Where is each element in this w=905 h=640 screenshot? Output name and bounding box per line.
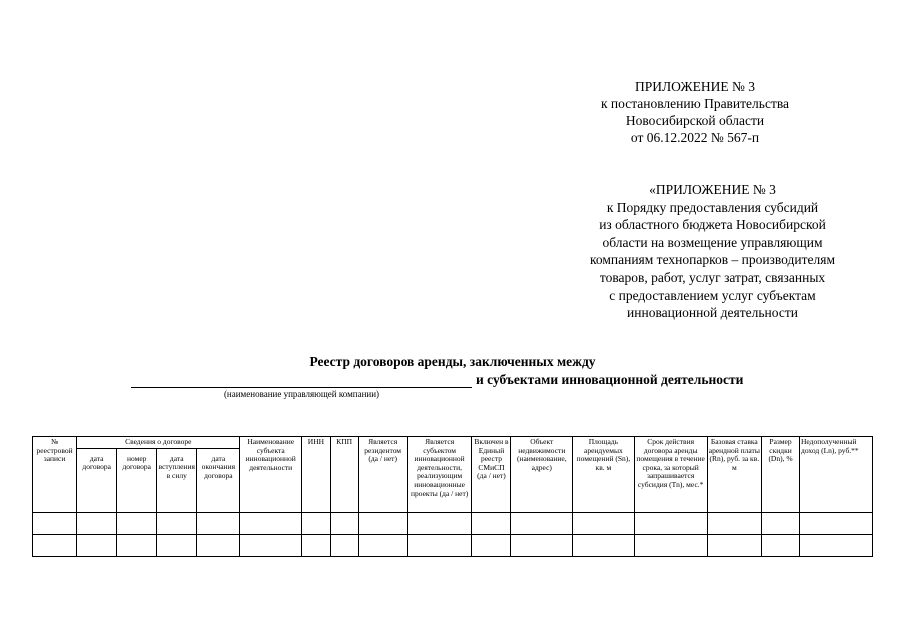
col-group-contract-info: Сведения о договоре	[77, 437, 240, 449]
table-cell[interactable]	[240, 512, 302, 534]
table-cell[interactable]	[762, 512, 800, 534]
appendix-header-line: ПРИЛОЖЕНИЕ № 3	[634, 79, 756, 94]
table-cell[interactable]	[77, 512, 117, 534]
company-name-blank	[131, 374, 472, 388]
table-cell[interactable]	[511, 512, 573, 534]
table-cell[interactable]	[634, 512, 707, 534]
col-is-resident: Является резидентом (да / нет)	[358, 437, 407, 513]
col-leased-area: Площадь арендуемых помещений (Sn), кв. м	[573, 437, 635, 513]
document-title-line2	[131, 372, 743, 388]
table-cell[interactable]	[240, 534, 302, 556]
appendix-quote-line: компаниям технопарков – производителям	[589, 252, 835, 268]
table-cell[interactable]	[117, 512, 157, 534]
col-property-object: Объект недвижимости (наименование, адрес)	[511, 437, 573, 513]
table-cell[interactable]	[800, 534, 873, 556]
appendix-quote	[575, 181, 850, 322]
table-cell[interactable]	[330, 534, 358, 556]
table-row	[33, 512, 873, 534]
col-in-smsp-register: Включен в Единый реестр СМиСП (да / нет)	[472, 437, 511, 513]
table-cell[interactable]	[707, 534, 761, 556]
col-contract-date: дата договора	[77, 448, 117, 512]
table-cell[interactable]	[407, 534, 472, 556]
table-cell[interactable]	[330, 512, 358, 534]
col-effective-date: дата вступления в силу	[157, 448, 197, 512]
col-end-date: дата окончания договора	[197, 448, 240, 512]
appendix-header-line: к постановлению Правительства	[600, 96, 790, 111]
table-cell[interactable]	[33, 534, 77, 556]
table-cell[interactable]	[157, 534, 197, 556]
col-kpp: КПП	[330, 437, 358, 513]
table-cell[interactable]	[707, 512, 761, 534]
table-cell[interactable]	[800, 512, 873, 534]
table-cell[interactable]	[511, 534, 573, 556]
appendix-quote-line: из областного бюджета Новосибирской	[599, 217, 826, 233]
appendix-quote-line: «ПРИЛОЖЕНИЕ № 3	[649, 182, 776, 197]
appendix-quote-line: с предоставлением услуг субъектам	[609, 287, 816, 303]
table-cell[interactable]	[197, 534, 240, 556]
table-cell[interactable]	[472, 512, 511, 534]
document-title-line1: Реестр договоров аренды, заключенных между	[309, 354, 596, 369]
table-cell[interactable]	[302, 534, 331, 556]
table-cell[interactable]	[573, 534, 635, 556]
appendix-quote-line: товаров, работ, услуг затрат, связанных	[599, 269, 826, 285]
table-cell[interactable]	[407, 512, 472, 534]
table-cell[interactable]	[573, 512, 635, 534]
table-cell[interactable]	[358, 512, 407, 534]
table-cell[interactable]	[157, 512, 197, 534]
table-cell[interactable]	[472, 534, 511, 556]
table-cell[interactable]	[117, 534, 157, 556]
col-discount: Размер скидки (Dn), %	[762, 437, 800, 513]
col-is-innovative-subject: Является субъектом инновационной деятельности, реализующим инновационные проекты (да / нет)	[407, 437, 472, 513]
col-contract-number: номер договора	[117, 448, 157, 512]
table-cell[interactable]	[197, 512, 240, 534]
col-registry-number: № реестровой записи	[33, 437, 77, 513]
col-base-rate: Базовая ставка арендной платы (Rn), руб. за кв. м	[707, 437, 761, 513]
col-inn: ИНН	[302, 437, 331, 513]
table-cell[interactable]	[762, 534, 800, 556]
table-cell[interactable]	[302, 512, 331, 534]
document-title-suffix: и субъектами инновационной деятельности	[476, 372, 744, 387]
appendix-header-line: Новосибирской области	[625, 113, 765, 128]
appendix-quote-line: области на возмещение управляющим	[602, 234, 823, 250]
table-cell[interactable]	[77, 534, 117, 556]
table-cell[interactable]	[33, 512, 77, 534]
appendix-header-line: от 06.12.2022 № 567-п	[630, 130, 760, 145]
appendix-quote-line: инновационной деятельности	[627, 305, 798, 321]
col-lease-term: Срок действия договора аренды помещения в течение срока, за который запрашивается субсидия (Tn), мес.*	[634, 437, 707, 513]
table-cell[interactable]	[634, 534, 707, 556]
col-lost-income: Недополученный доход (Ln), руб.**	[800, 437, 873, 513]
appendix-quote-line: к Порядку предоставления субсидий	[606, 199, 819, 215]
appendix-header	[560, 78, 830, 146]
col-subject-name: Наименование субъекта инновационной деятельности	[240, 437, 302, 513]
company-name-caption: (наименование управляющей компании)	[223, 389, 380, 399]
table-cell[interactable]	[358, 534, 407, 556]
table-row	[33, 534, 873, 556]
registry-table	[32, 436, 873, 557]
